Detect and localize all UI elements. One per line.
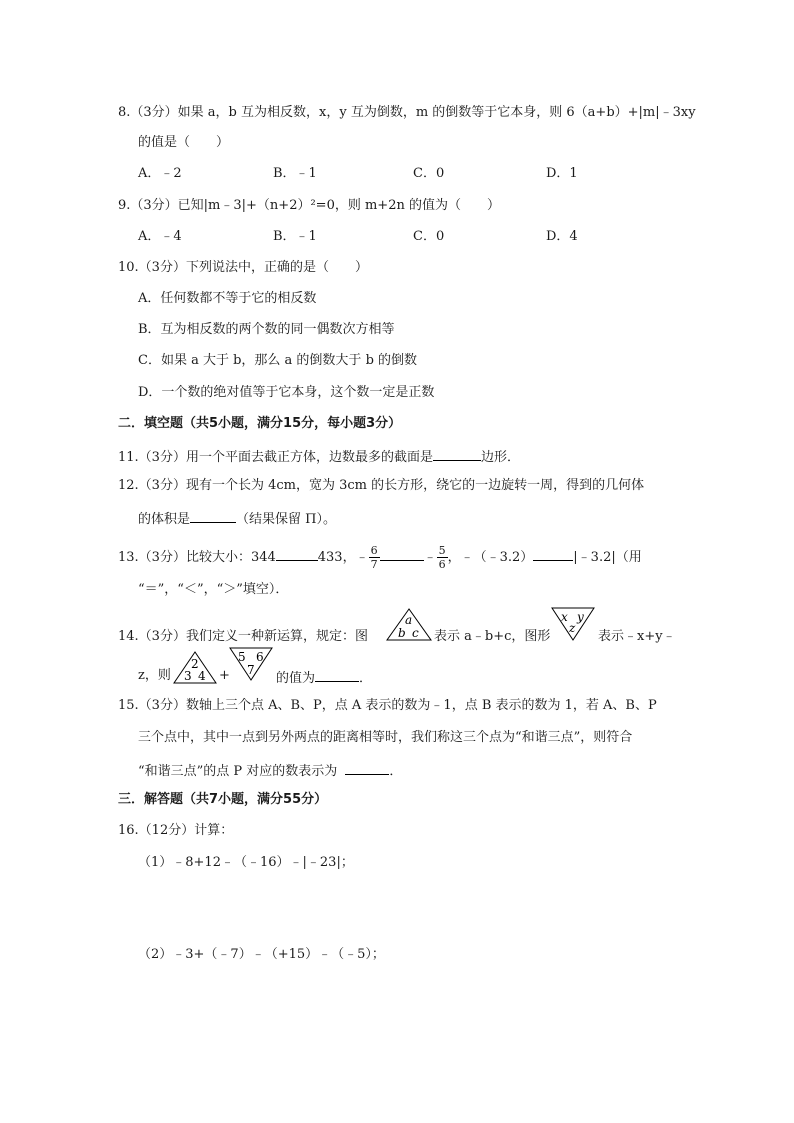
- q13-blank-2[interactable]: [380, 546, 424, 561]
- q10-option-b[interactable]: B．互为相反数的两个数的同一偶数次方相等: [138, 322, 395, 337]
- q9-option-d[interactable]: D．4: [546, 229, 578, 244]
- q13-blank-1[interactable]: [276, 546, 318, 561]
- q14-answer-blank[interactable]: [315, 667, 359, 682]
- tri-inv-num-right-label: 6: [256, 650, 264, 664]
- tri-inv-num-bottom-label: 7: [247, 663, 255, 677]
- q11-text-a: 11.（3分）用一个平面去截正方体，边数最多的截面是: [118, 450, 433, 465]
- q10-option-a[interactable]: A．任何数都不等于它的相反数: [138, 291, 317, 306]
- tri-def-top-label: a: [405, 613, 413, 627]
- q8-stem-line1: 8.（3分）如果 a，b 互为相反数，x，y 互为倒数，m 的倒数等于它本身，则 6（a+b）+|m|﹣3xy: [118, 105, 696, 120]
- triangle-number-figure: [172, 650, 218, 686]
- q13-fraction-2: [437, 544, 448, 571]
- q13-suffix: |﹣3.2|（用: [573, 550, 642, 565]
- q13-prefix: 13.（3分）比较大小：344: [118, 550, 276, 565]
- q16-part-2: （2）﹣3+（﹣7）﹣（+15）﹣（﹣5）；: [138, 947, 385, 962]
- q15-text-b: ．: [389, 764, 403, 779]
- q13-frac1-denominator: 7: [370, 558, 378, 571]
- q13-frac2-denominator: 6: [438, 558, 446, 571]
- q9-stem: 9.（3分）已知|m﹣3|+（n+2）²=0，则 m+2n 的值为（ ）: [118, 198, 500, 213]
- q8-option-a[interactable]: A．﹣2: [138, 166, 182, 181]
- q13-frac1-numerator: 6: [370, 544, 378, 557]
- q10-option-c[interactable]: C．如果 a 大于 b，那么 a 的倒数大于 b 的倒数: [138, 353, 418, 368]
- q12-stem-line1: 12.（3分）现有一个长为 4cm，宽为 3cm 的长方形，绕它的一边旋转一周，得到的几何体: [118, 478, 645, 493]
- q9-option-c[interactable]: C．0: [413, 229, 445, 244]
- q13-mid2: ﹣: [423, 550, 437, 565]
- q12-text-b: （结果保留 Π）。: [236, 512, 336, 527]
- q14-line2-text-b: 的值为: [276, 671, 316, 686]
- tri-def-left-label: b: [398, 626, 406, 640]
- q13-mid1: 433，﹣: [317, 550, 369, 565]
- q12-text-a: 的体积是: [138, 512, 191, 527]
- triangle-definition-figure: [385, 607, 433, 643]
- q12-stem-line2: [138, 508, 336, 529]
- q14-line2-text-b-wrap: [276, 667, 372, 688]
- q14-line1-text-a: 14.（3分）我们定义一种新运算，规定：图: [118, 629, 368, 644]
- inverted-triangle-number-figure: [228, 646, 274, 682]
- q14-line2-end: ．: [359, 671, 373, 686]
- q14-line1-text-c: 表示﹣x+y﹣: [598, 629, 676, 644]
- tri-inv-def-right-label: y: [577, 610, 584, 624]
- q13-stem-line2: “＝”，“＜”，“＞”填空）．: [138, 582, 289, 597]
- q15-stem-line1: 15.（3分）数轴上三个点 A、B、P，点 A 表示的数为﹣1，点 B 表示的数为 1，若 A、B、P: [118, 698, 657, 713]
- q8-stem-line2: 的值是（ ）: [138, 135, 230, 150]
- section-fill-in-heading: 二．填空题（共5小题，满分15分，每小题3分）: [118, 416, 402, 431]
- tri-inv-num-left-label: 5: [238, 650, 246, 664]
- q10-stem: 10.（3分）下列说法中，正确的是（ ）: [118, 260, 368, 275]
- q9-option-a[interactable]: A．﹣4: [138, 229, 182, 244]
- tri-num-left-label: 3: [184, 669, 192, 683]
- q8-option-d[interactable]: D．1: [546, 166, 578, 181]
- q11-answer-blank[interactable]: [433, 446, 481, 461]
- q13-mid3: ，﹣（﹣3.2）: [447, 550, 534, 565]
- tri-inv-def-left-label: x: [561, 610, 568, 624]
- q8-option-b[interactable]: B．﹣1: [273, 166, 317, 181]
- q15-stem-line3: [138, 760, 402, 781]
- q14-plus-sign: +: [219, 668, 230, 683]
- q14-line2-text-a: z，则: [138, 668, 171, 683]
- inverted-triangle-definition-figure: [550, 606, 596, 642]
- q11-stem: [118, 446, 520, 467]
- tri-num-right-label: 4: [198, 669, 206, 683]
- q16-part-1: （1）﹣8+12﹣（﹣16）﹣|﹣23|；: [138, 855, 354, 870]
- section-solution-heading: 三．解答题（共7小题，满分55分）: [118, 792, 328, 807]
- q9-option-b[interactable]: B．﹣1: [273, 229, 317, 244]
- q14-line1-text-b: 表示 a﹣b+c，图形: [434, 629, 551, 644]
- tri-def-right-label: c: [412, 626, 419, 640]
- q13-stem-line1: [118, 544, 642, 571]
- tri-num-top-label: 2: [191, 657, 199, 671]
- q13-fraction-1: [369, 544, 380, 571]
- q8-option-c[interactable]: C．0: [413, 166, 445, 181]
- q16-stem: 16.（12分）计算：: [118, 823, 234, 838]
- tri-inv-def-bottom-label: z: [569, 621, 576, 635]
- q15-stem-line2: 三个点中，其中一点到另外两点的距离相等时，我们称这三个点为“和谐三点”，则符合: [138, 730, 633, 745]
- q13-blank-3[interactable]: [533, 546, 573, 561]
- q10-option-d[interactable]: D．一个数的绝对值等于它本身，这个数一定是正数: [138, 385, 435, 400]
- q15-answer-blank[interactable]: [345, 760, 389, 775]
- q12-answer-blank[interactable]: [190, 508, 236, 523]
- q13-frac2-numerator: 5: [438, 544, 446, 557]
- q15-text-a: “和谐三点”的点 P 对应的数表示为: [138, 764, 338, 779]
- q11-text-b: 边形．: [480, 450, 520, 465]
